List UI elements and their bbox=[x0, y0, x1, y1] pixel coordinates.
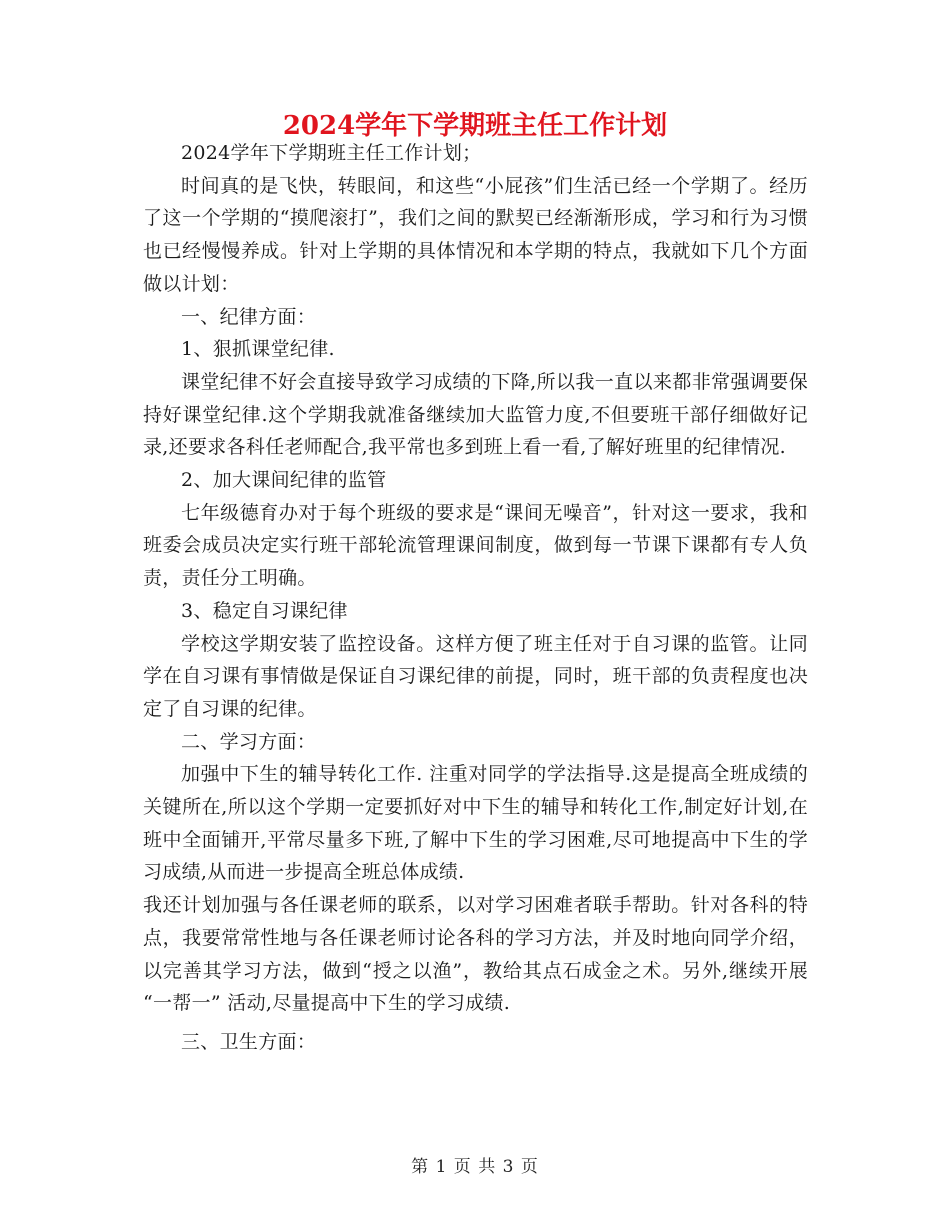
section-heading: 三、卫生方面： bbox=[181, 1030, 317, 1053]
paragraph: 2024学年下学期班主任工作计划； bbox=[181, 142, 482, 164]
page-footer: 第 1 页 共 3 页 bbox=[411, 1157, 539, 1177]
subsection-heading: 2、加大课间纪律的监管 bbox=[181, 469, 387, 492]
paragraph: 我还计划加强与各任课老师的联系，以对学习困难者联手帮助。针对各科的特点，我要常常性地与各任课老师讨论各科的学习方法，并及时地向同学介绍，以完善其学习方法，做到“授之以渔”，教给其点石成金之术。另外,继续开展 “一帮一” 活动,尽量提高中下生的学习成绩. bbox=[143, 894, 808, 1015]
paragraph: 学校这学期安装了监控设备。这样方便了班主任对于自习课的监管。让同学在自习课有事情做是保证自习课纪律的前提，同时，班干部的负责程度也决定了自习课的纪律。 bbox=[143, 632, 808, 720]
section-heading: 二、学习方面： bbox=[181, 730, 317, 753]
paragraph: 课堂纪律不好会直接导致学习成绩的下降,所以我一直以来都非常强调要保持好课堂纪律.这个学期我就准备继续加大监管力度,不但要班干部仔细做好记录,还要求各科任老师配合,我平常也多到班上看一看,了解好班里的纪律情况. bbox=[143, 370, 808, 459]
section-heading: 一、纪律方面： bbox=[181, 305, 317, 328]
subsection-heading: 3、稳定自习课纪律 bbox=[181, 599, 348, 622]
paragraph: 加强中下生的辅导转化工作. 注重对同学的学法指导.这是提高全班成绩的关键所在,所以这个学期一定要抓好对中下生的辅导和转化工作,制定好计划,在班中全面铺开,平常尽量多下班,了解中下生的学习困难,尽可地提高中下生的学习成绩,从而进一步提高全班总体成绩. bbox=[143, 763, 808, 884]
subsection-heading: 1、狠抓课堂纪律. bbox=[181, 338, 335, 361]
paragraph: 七年级德育办对于每个班级的要求是“课间无噪音”，针对这一要求，我和班委会成员决定实行班干部轮流管理课间制度，做到每一节课下课都有专人负责，责任分工明确。 bbox=[143, 501, 808, 590]
document-title: 2024学年下学期班主任工作计划 bbox=[282, 111, 668, 141]
document-body bbox=[143, 137, 808, 1059]
paragraph: 时间真的是飞快，转眼间，和这些“小屁孩”们生活已经一个学期了。经历了这一个学期的“摸爬滚打”，我们之间的默契已经渐渐形成，学习和行为习惯也已经慢慢养成。针对上学期的具体情况和本学期的特点，我就如下几个方面做以计划： bbox=[143, 174, 808, 295]
